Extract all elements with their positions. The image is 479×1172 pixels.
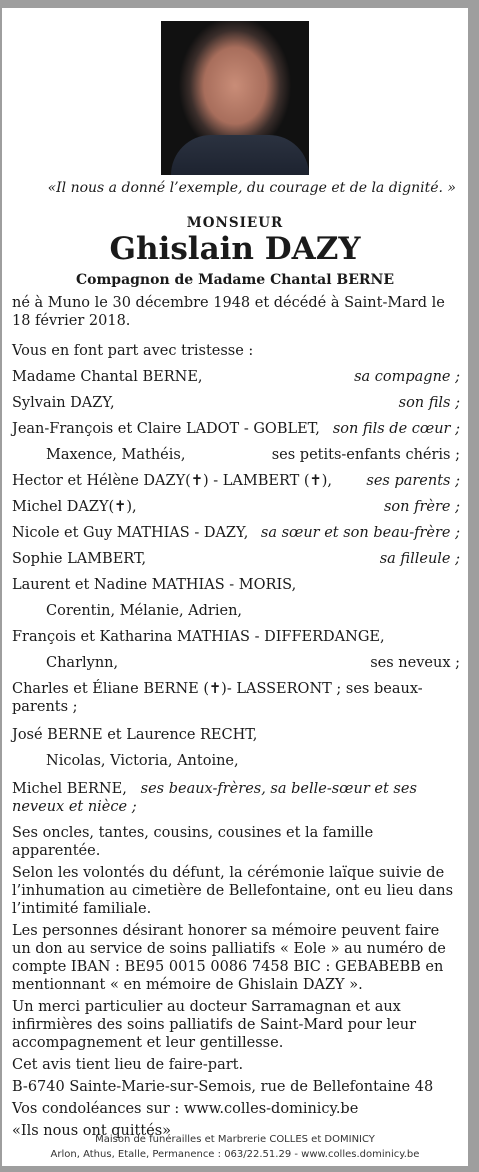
family-row: Charles et Éliane BERNE (✝)- LASSERONT ; ses beaux-parents ; xyxy=(12,681,423,715)
portrait-photo xyxy=(161,21,309,175)
quote: «Il nous a donné l’exemple, du courage et de la dignité. » xyxy=(47,180,456,196)
family-row xyxy=(12,572,460,598)
family-row xyxy=(12,364,460,390)
family-relation: son frère ; xyxy=(383,499,460,515)
family-name: Jean-François et Claire LADOT - GOBLET, xyxy=(12,421,320,437)
family-row xyxy=(12,780,460,816)
condolences-line: Vos condoléances sur : www.colles-dominicy.be xyxy=(12,1101,359,1117)
family-row xyxy=(12,494,460,520)
family-name: Corentin, Mélanie, Adrien, xyxy=(46,603,243,619)
companion-line: Compagnon de Madame Chantal BERNE xyxy=(75,272,394,288)
paragraph: Selon les volontés du défunt, la cérémonie laïque suivie de l’inhumation au cimetière de Bellefontaine, ont eu lieu dans l’intimité familiale. xyxy=(12,865,454,917)
portrait-shirt xyxy=(171,135,309,175)
family-row xyxy=(12,624,460,650)
family-name: Hector et Hélène DAZY(✝) - LAMBERT (✝), xyxy=(12,473,332,489)
family-relation: ses beaux-frères, sa belle-sœur et ses neveux et nièce ; xyxy=(12,781,417,815)
family-name: Michel DAZY(✝), xyxy=(12,499,137,515)
birth-death-text: né à Muno le 30 décembre 1948 et décédé à Saint-Mard le 18 février 2018. xyxy=(12,295,445,329)
family-name: Charlynn, xyxy=(46,655,119,671)
family-relation: son fils de cœur ; xyxy=(332,421,460,437)
paragraph: Les personnes désirant honorer sa mémoire peuvent faire un don au service de soins palliatifs « Eole » au numéro de compte IBAN : BE95 0015 0086 7458 BIC : GEBABEBB en mentionnant « en mémoire de Ghislain DAZY ». xyxy=(12,923,446,993)
family-relation: sa filleule ; xyxy=(379,551,460,567)
family-name: Laurent et Nadine MATHIAS - MORIS, xyxy=(12,577,297,593)
intro-text: Vous en font part avec tristesse : xyxy=(12,343,254,359)
family-relation: ses parents ; xyxy=(366,473,460,489)
family-row xyxy=(12,390,460,416)
family-row xyxy=(12,546,460,572)
family-name: Nicolas, Victoria, Antoine, xyxy=(46,753,239,769)
family-row xyxy=(12,722,460,748)
family-name: José BERNE et Laurence RECHT, xyxy=(12,727,258,743)
family-name: Sylvain DAZY, xyxy=(12,395,115,411)
paragraph: Un merci particulier au docteur Sarramagnan et aux infirmières des soins palliatifs de Saint-Mard pour leur accompagnement et leur gentillesse. xyxy=(12,999,417,1051)
deceased-name: Ghislain DAZY xyxy=(109,231,361,267)
family-row xyxy=(12,416,460,442)
footer-line-1: Maison de funérailles et Marbrerie COLLES et DOMINICY xyxy=(95,1134,375,1145)
family-name: Nicole et Guy MATHIAS - DAZY, xyxy=(12,525,249,541)
family-name: Michel BERNE, xyxy=(12,781,127,797)
family-name: Maxence, Mathéis, xyxy=(46,447,186,463)
family-row xyxy=(12,520,460,546)
family-name: François et Katharina MATHIAS - DIFFERDANGE, xyxy=(12,629,385,645)
family-relation: sa sœur et son beau-frère ; xyxy=(260,525,460,541)
family-relation: son fils ; xyxy=(398,395,460,411)
footer-line-2: Arlon, Athus, Etalle, Permanence : 063/22.51.29 - www.colles.dominicy.be xyxy=(50,1149,420,1160)
family-relation: sa compagne ; xyxy=(354,369,460,385)
family-row xyxy=(12,468,460,494)
family-name: Sophie LAMBERT, xyxy=(12,551,147,567)
paragraph: Cet avis tient lieu de faire-part. xyxy=(12,1057,244,1073)
family-row xyxy=(12,748,460,774)
honorific: MONSIEUR xyxy=(186,215,284,231)
family-row xyxy=(12,442,460,468)
obituary-notice xyxy=(2,8,468,1166)
closing-line: «Ils nous ont quittés» xyxy=(12,1123,172,1139)
notice-body xyxy=(12,294,460,1140)
family-relation: ses neveux ; xyxy=(370,655,460,671)
funeral-home-footer xyxy=(2,1132,468,1162)
paragraph: Ses oncles, tantes, cousins, cousines et la famille apparentée. xyxy=(12,825,374,859)
family-row xyxy=(12,598,460,624)
address: B-6740 Sainte-Marie-sur-Semois, rue de Bellefontaine 48 xyxy=(12,1079,434,1095)
family-name: Madame Chantal BERNE, xyxy=(12,369,203,385)
family-row xyxy=(12,650,460,676)
family-relation: ses petits-enfants chéris ; xyxy=(271,447,460,463)
